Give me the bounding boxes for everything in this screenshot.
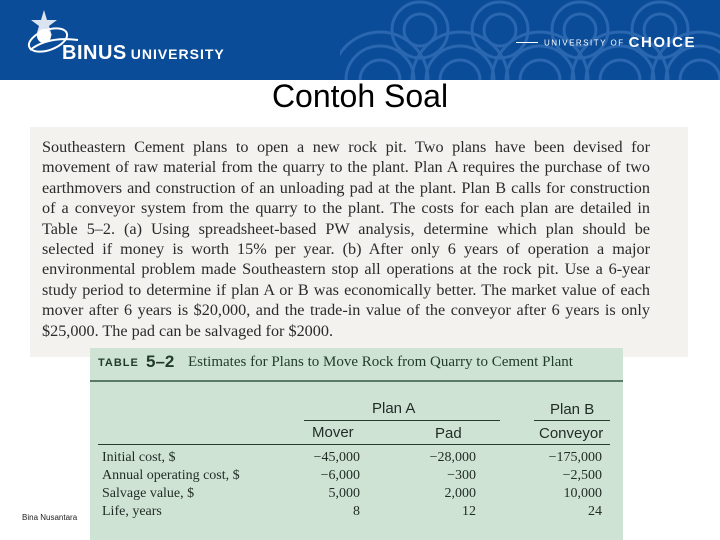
cell-initial-mover: −45,000 <box>313 450 360 465</box>
binus-logo <box>22 6 225 72</box>
table-label: TABLE <box>98 357 139 369</box>
cell-life-pad: 12 <box>462 504 476 519</box>
cell-life-conveyor: 24 <box>588 504 602 519</box>
row-label-operating-cost: Annual operating cost, $ <box>102 468 240 483</box>
col-conveyor: Conveyor <box>539 425 604 442</box>
cell-initial-pad: −28,000 <box>429 450 476 465</box>
row-label-salvage-value: Salvage value, $ <box>102 486 195 501</box>
table-caption: Estimates for Plans to Move Rock from Quarry to Cement Plant <box>188 354 573 370</box>
header-bottom-rule <box>98 444 610 445</box>
cell-salvage-pad: 2,000 <box>444 486 476 501</box>
col-mover: Mover <box>312 424 354 441</box>
header-banner <box>0 0 720 80</box>
problem-passage-text: Southeastern Cement plans to open a new rock pit. Two plans have been devised for movement of raw material from the quarry to the plant. Plan A requires the purchase of two earthmovers and construction of an unloading pad at the plant. Plan B calls for construction of a conveyor system from the quarry to the plant. The costs for each plan are detailed in Table 5–2. (a) Using spreadsheet-based PW analysis, determine which plan should be selected if money is worth 15% per year. (b) After only 6 years of operation a major environmental problem made Southeastern stop all operations at the rock pit. Use a 6-year study period to determine if plan A or B was economically better. The market value of each mover after 6 years is $20,000, and the trade-in value of the conveyor after 6 years is only $25,000. The pad can be salvaged for $2000. <box>42 138 650 340</box>
row-label-life-years: Life, years <box>102 504 162 519</box>
logo-brand: BINUS <box>62 42 127 64</box>
cell-initial-conveyor: −175,000 <box>548 450 602 465</box>
cell-operating-pad: −300 <box>447 468 476 483</box>
estimates-table <box>90 348 623 540</box>
cell-operating-mover: −6,000 <box>320 468 360 483</box>
logo-brand-suffix: UNIVERSITY <box>130 46 225 62</box>
tagline-rule <box>516 42 538 43</box>
col-pad: Pad <box>435 425 462 442</box>
row-label-initial-cost: Initial cost, $ <box>102 450 176 465</box>
group-plan-a: Plan A <box>372 400 416 417</box>
tagline <box>516 34 696 52</box>
table-header <box>90 348 623 382</box>
group-plan-b: Plan B <box>550 401 595 418</box>
footer-text: Bina Nusantara <box>22 513 78 522</box>
cell-salvage-mover: 5,000 <box>328 486 360 501</box>
table-number: 5–2 <box>146 352 175 371</box>
cell-life-mover: 8 <box>353 504 360 519</box>
plan-b-rule <box>534 420 610 421</box>
problem-passage-scan <box>30 127 688 357</box>
plan-a-rule <box>304 420 500 421</box>
logo-wordmark <box>62 42 225 65</box>
tagline-big: CHOICE <box>628 34 696 52</box>
tagline-small: UNIVERSITY OF <box>543 38 625 48</box>
slide-title: Contoh Soal <box>271 78 449 114</box>
cell-salvage-conveyor: 10,000 <box>563 486 602 501</box>
cell-operating-conveyor: −2,500 <box>562 468 602 483</box>
